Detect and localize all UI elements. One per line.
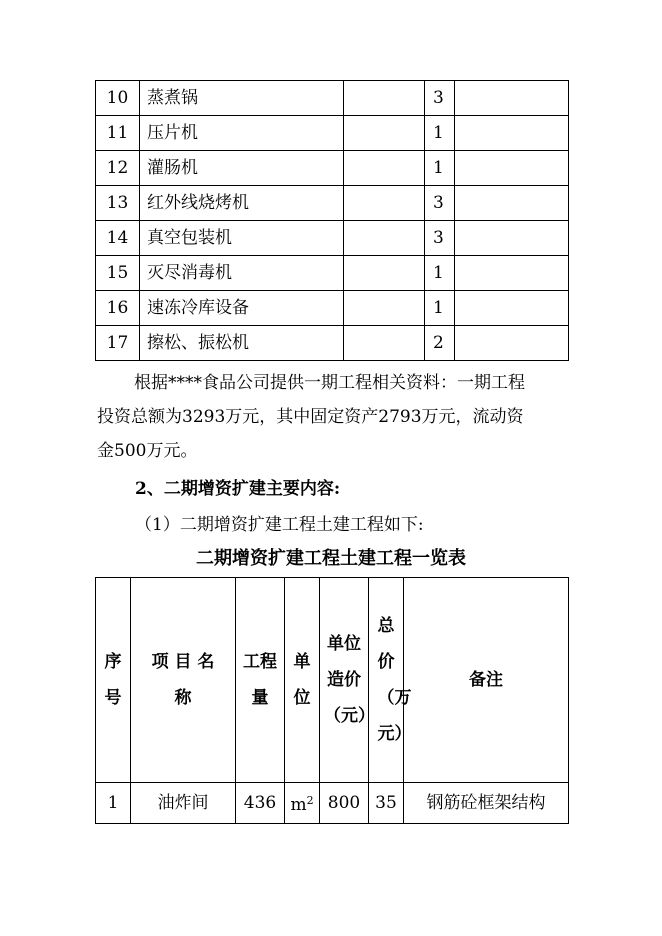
cell-spec	[344, 326, 425, 361]
cell-spec	[344, 256, 425, 291]
cell-name: 速冻冷库设备	[140, 291, 344, 326]
cell-spec	[344, 116, 425, 151]
cell-no: 13	[96, 186, 140, 221]
header-total: 总价（万元）	[369, 578, 404, 783]
cell-qty: 1	[425, 116, 455, 151]
cell-qty: 3	[425, 221, 455, 256]
cell-no: 17	[96, 326, 140, 361]
cell-spec	[344, 151, 425, 186]
cell-note	[455, 151, 569, 186]
cell-no: 1	[96, 783, 131, 824]
equipment-row	[96, 291, 569, 326]
cell-name: 灭尽消毒机	[140, 256, 344, 291]
cell-note	[455, 291, 569, 326]
cell-quantity: 436	[236, 783, 285, 824]
cell-unit: $m^2$	[285, 783, 320, 824]
header-remark: 备注	[404, 578, 569, 783]
cell-name: 真空包装机	[140, 221, 344, 256]
cell-name: 灌肠机	[140, 151, 344, 186]
cell-qty: 1	[425, 256, 455, 291]
cell-unit-price: 800	[320, 783, 369, 824]
header-name: 项 目 名 称	[131, 578, 236, 783]
cell-no: 10	[96, 81, 140, 116]
cell-spec	[344, 221, 425, 256]
equipment-row	[96, 326, 569, 361]
equipment-row	[96, 151, 569, 186]
paragraph-line: 根据****食品公司提供一期工程相关资料：一期工程	[134, 373, 525, 393]
cell-qty: 1	[425, 151, 455, 186]
cell-qty: 3	[425, 81, 455, 116]
cell-name: 擦松、振松机	[140, 326, 344, 361]
cell-note	[455, 221, 569, 256]
equipment-row	[96, 186, 569, 221]
cell-qty: 3	[425, 186, 455, 221]
table-row	[96, 783, 569, 824]
cell-note	[455, 256, 569, 291]
cell-no: 15	[96, 256, 140, 291]
cell-no: 16	[96, 291, 140, 326]
paragraph-line: 投资总额为3293万元，其中固定资产2793万元，流动资	[97, 407, 524, 427]
header-unit: 单位	[285, 578, 320, 783]
equipment-row	[96, 116, 569, 151]
cell-remark: 钢筋砼框架结构	[404, 783, 569, 824]
cell-note	[455, 116, 569, 151]
cell-qty: 2	[425, 326, 455, 361]
cell-no: 11	[96, 116, 140, 151]
cell-spec	[344, 291, 425, 326]
cell-note	[455, 326, 569, 361]
cell-name: 红外线烧烤机	[140, 186, 344, 221]
civil-works-table	[95, 577, 569, 824]
cell-qty: 1	[425, 291, 455, 326]
table-caption: 二期增资扩建工程土建工程一览表	[196, 548, 466, 569]
header-no: 序号	[96, 578, 131, 783]
subsection-heading: （1）二期增资扩建工程土建工程如下:	[135, 515, 424, 535]
header-unit-price: 单位造价（元）	[320, 578, 369, 783]
table-header-row	[96, 578, 569, 783]
cell-no: 12	[96, 151, 140, 186]
equipment-row	[96, 256, 569, 291]
header-quantity: 工程量	[236, 578, 285, 783]
equipment-row	[96, 81, 569, 116]
cell-total: 35	[369, 783, 404, 824]
cell-note	[455, 186, 569, 221]
cell-spec	[344, 81, 425, 116]
investment-paragraph	[97, 366, 567, 468]
cell-name: 油炸间	[131, 783, 236, 824]
section-heading: 2、二期增资扩建主要内容:	[135, 479, 341, 499]
equipment-table	[95, 80, 569, 361]
cell-no: 14	[96, 221, 140, 256]
cell-name: 蒸煮锅	[140, 81, 344, 116]
cell-spec	[344, 186, 425, 221]
equipment-row	[96, 221, 569, 256]
cell-note	[455, 81, 569, 116]
cell-name: 压片机	[140, 116, 344, 151]
paragraph-line: 金500万元。	[97, 441, 198, 461]
